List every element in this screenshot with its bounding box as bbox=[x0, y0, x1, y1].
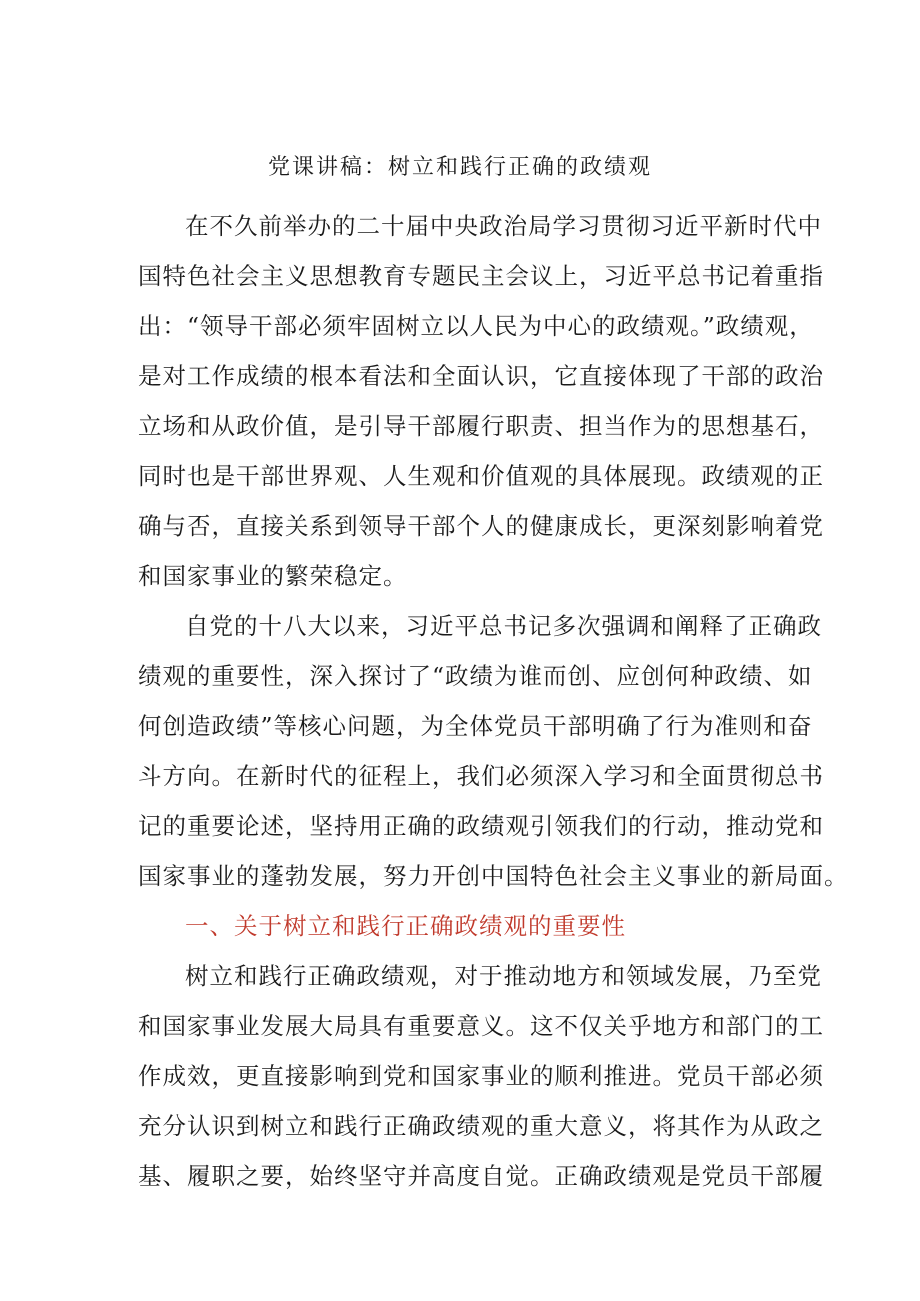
paragraph-line: 记的重要论述，坚持用正确的政绩观引领我们的行动，推动党和 bbox=[138, 812, 824, 840]
paragraph-line: 确与否，直接关系到领导干部个人的健康成长，更深刻影响着党 bbox=[138, 512, 824, 540]
paragraph-line: 斗方向。在新时代的征程上，我们必须深入学习和全面贯彻总书 bbox=[138, 762, 824, 790]
paragraph-line: 树立和践行正确政绩观，对于推动地方和领域发展，乃至党 bbox=[185, 962, 822, 990]
paragraph-line: 作成效，更直接影响到党和国家事业的顺利推进。党员干部必须 bbox=[138, 1062, 824, 1090]
paragraph-line: 国家事业的蓬勃发展，努力开创中国特色社会主义事业的新局面。 bbox=[138, 862, 849, 890]
paragraph-line: 在不久前举办的二十届中央政治局学习贯彻习近平新时代中 bbox=[185, 212, 822, 240]
paragraph-line: 国特色社会主义思想教育专题民主会议上，习近平总书记着重指 bbox=[138, 262, 824, 290]
paragraph-line: 和国家事业发展大局具有重要意义。这不仅关乎地方和部门的工 bbox=[138, 1012, 824, 1040]
paragraph-line: 自党的十八大以来，习近平总书记多次强调和阐释了正确政 bbox=[185, 612, 822, 640]
paragraph-line: 何创造政绩”等核心问题，为全体党员干部明确了行为准则和奋 bbox=[138, 712, 813, 740]
paragraph-line: 立场和从政价值，是引导干部履行职责、担当作为的思想基石， bbox=[138, 412, 824, 440]
paragraph-line: 绩观的重要性，深入探讨了“政绩为谁而创、应创何种政绩、如 bbox=[138, 662, 813, 690]
paragraph-line: 充分认识到树立和践行正确政绩观的重大意义，将其作为从政之 bbox=[138, 1112, 824, 1140]
paragraph-line: 是对工作成绩的根本看法和全面认识，它直接体现了干部的政治 bbox=[138, 362, 824, 390]
document-title: 党课讲稿：树立和践行正确的政绩观 bbox=[267, 155, 652, 180]
paragraph-line: 和国家事业的繁荣稳定。 bbox=[138, 562, 408, 590]
paragraph-line: 同时也是干部世界观、人生观和价值观的具体展现。政绩观的正 bbox=[138, 462, 824, 490]
section-heading: 一、关于树立和践行正确政绩观的重要性 bbox=[185, 912, 626, 940]
paragraph-line: 出：“领导干部必须牢固树立以人民为中心的政绩观。”政绩观， bbox=[138, 312, 814, 340]
paragraph-line: 基、履职之要，始终坚守并高度自觉。正确政绩观是党员干部履 bbox=[138, 1162, 824, 1190]
